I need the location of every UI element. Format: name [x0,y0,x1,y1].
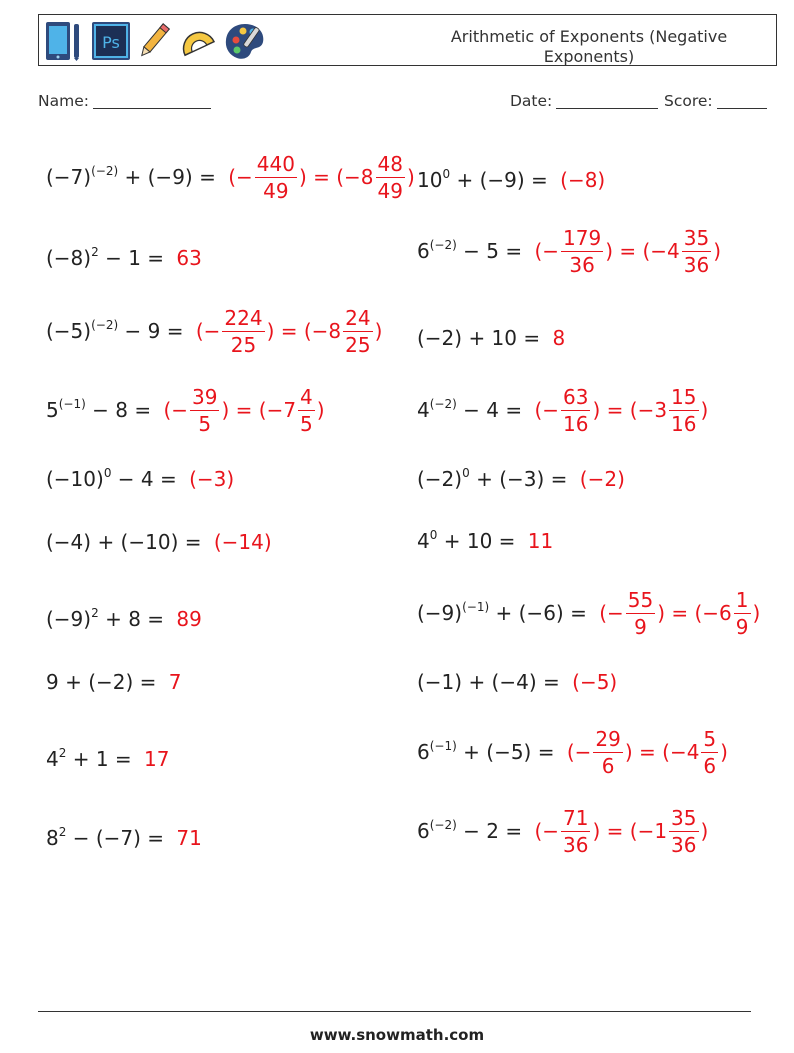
exponent: 0 [462,466,470,480]
problem-item [46,647,182,717]
problem-expression [417,670,566,694]
answer-open: (− [534,239,560,263]
improper-fraction-numerator: 63 [563,384,589,409]
answer-close: ) [700,398,709,422]
problem-item [46,296,382,366]
improper-fraction-numerator: 39 [192,384,218,409]
expression-base: (−2) + 10 [417,326,518,350]
answer-close: ) [700,819,709,843]
answer-value: (−8) [560,168,606,192]
problem-expression [417,326,547,350]
mixed-fraction [298,384,315,437]
answer-close: ) [713,239,722,263]
exponent: (−1) [462,600,490,614]
problem-expression [417,529,522,553]
answer [599,587,760,640]
expression-base: (−9) [46,607,92,631]
footer-url: www.snowmath.com [309,1026,485,1044]
problem-expression [417,168,554,192]
problem-expression [46,747,138,771]
expression-base: (−9) [417,601,463,625]
improper-fraction [561,384,590,437]
answer [196,305,383,358]
answer [176,607,201,631]
problem-expression [46,246,170,270]
header-icons [43,19,267,63]
improper-fraction-numerator: 224 [224,305,263,330]
expression-rest: − 2 = [456,819,529,843]
expression-rest: + (−6) = [489,601,594,625]
expression-base: (−8) [46,246,92,270]
expression-rest: + (−9) = [450,168,555,192]
answer-value: (−14) [213,530,272,554]
expression-rest: − 4 = [456,398,529,422]
problem-expression [417,601,593,625]
answer [163,384,324,437]
answer-open: (− [599,601,624,625]
problem-item [46,584,202,654]
expression-rest: − 8 = [85,398,158,422]
improper-fraction [593,726,622,779]
expression-base: 9 + (−2) [46,670,134,694]
answer [567,726,728,779]
answer-close: ) [316,398,325,422]
expression-base: 8 [46,826,59,850]
problem-item [417,796,708,866]
improper-fraction-denominator: 6 [601,753,615,778]
expression-base: 4 [46,747,59,771]
problem-expression [417,398,528,422]
mixed-fraction-numerator: 48 [377,151,403,176]
score-label: Score: [664,92,713,110]
answer-open: (− [228,165,253,189]
answer-value: (−5) [572,670,618,694]
footer-divider [38,1011,751,1012]
exponent: (−2) [429,238,457,252]
photoshop-icon [91,21,131,61]
answer-value: 7 [168,670,182,694]
name-label: Name: [38,92,89,110]
problem-item [417,506,553,576]
answer-value: 89 [176,607,202,631]
problem-item [46,223,202,293]
mixed-fraction-numerator: 15 [671,384,697,409]
answer-close: ) [752,601,761,625]
mixed-fraction-denominator: 36 [671,832,697,857]
expression-rest: = [133,670,163,694]
answer-open: (− [163,398,189,422]
improper-fraction-denominator: 49 [263,178,289,203]
mixed-fraction-denominator: 36 [683,252,710,277]
answer [534,384,708,437]
improper-fraction-numerator: 440 [256,151,295,176]
answer-mixed-whole: ) = (−6 [657,601,732,625]
answer-value: 71 [176,826,202,850]
answer [176,826,201,850]
exponent: 0 [103,466,112,480]
answer-mixed-whole: ) = (−8 [266,319,342,343]
mixed-fraction [343,305,372,358]
worksheet-title: Arithmetic of Exponents (Negative Exponents) [450,27,728,66]
improper-fraction [190,384,219,437]
expression-base: 4 [417,529,430,553]
problem-item [46,444,234,514]
worksheet-header [38,14,777,66]
problem-item [417,647,617,717]
answer-value: 17 [144,747,170,771]
answer-close: ) [406,165,415,189]
mixed-fraction-numerator: 35 [671,805,697,830]
exponent: 2 [58,825,67,839]
problem-expression [46,826,170,850]
mixed-fraction-numerator: 5 [703,726,717,751]
expression-rest: − (−7) = [66,826,171,850]
expression-rest: = [536,670,567,694]
date-field[interactable] [510,92,658,110]
answer [228,151,415,204]
problem-item [46,803,202,873]
expression-rest: + 10 = [437,529,522,553]
improper-fraction [222,305,264,358]
mixed-fraction-numerator: 4 [300,384,313,409]
expression-rest: + (−3) = [469,467,574,491]
mixed-fraction [701,726,718,779]
improper-fraction-denominator: 36 [569,252,595,277]
problem-expression [417,239,528,263]
expression-rest: = [517,326,547,350]
expression-rest: + (−9) = [118,165,223,189]
exponent: (−1) [429,739,457,753]
answer-mixed-whole: ) = (−4 [624,740,700,764]
improper-fraction [561,805,590,858]
mixed-fraction-numerator: 35 [683,225,710,250]
expression-rest: − 4 = [111,467,184,491]
palette-icon [223,20,267,62]
mixed-fraction-denominator: 49 [377,178,403,203]
exponent: 0 [429,528,438,542]
expression-base: 5 [46,398,59,422]
expression-rest: − 9 = [118,319,190,343]
problem-item [46,142,415,212]
expression-rest: − 5 = [456,239,529,263]
answer-mixed-whole: ) = (−3 [592,398,668,422]
answer-value: (−3) [189,467,235,491]
answer-value: (−2) [579,467,625,491]
answer [189,467,234,491]
improper-fraction [561,225,603,278]
exponent: (−2) [91,164,119,178]
expression-base: (−4) + (−10) [46,530,179,554]
improper-fraction-denominator: 25 [230,332,257,357]
answer-close: ) [720,740,728,764]
problem-expression [417,819,528,843]
exponent: 2 [91,245,99,259]
expression-base: 6 [417,239,430,263]
expression-base: (−5) [46,319,92,343]
expression-rest: = [178,530,208,554]
answer-value: 63 [176,246,202,270]
improper-fraction-numerator: 179 [563,225,602,250]
answer [580,467,625,491]
expression-rest: + 8 = [98,607,171,631]
expression-base: (−7) [46,165,92,189]
score-blank[interactable] [717,92,767,109]
svg-text:Ps: Ps [102,33,120,52]
answer [553,326,566,350]
improper-fraction [255,151,297,204]
expression-base: 6 [417,740,430,764]
problem-item [417,375,708,445]
mixed-fraction-denominator: 16 [671,411,697,436]
improper-fraction [626,587,655,640]
problem-expression [417,467,574,491]
tablet-icon [43,20,85,62]
problem-expression [46,319,190,343]
problem-expression [417,740,561,764]
date-label: Date: [510,92,553,110]
problem-expression [46,670,163,694]
expression-rest: + (−5) = [456,740,561,764]
improper-fraction-denominator: 5 [198,411,212,436]
protractor-icon [177,21,217,61]
expression-base: 10 [417,168,443,192]
improper-fraction-numerator: 71 [563,805,589,830]
mixed-fraction-denominator: 5 [300,411,313,436]
expression-base: (−1) + (−4) [417,670,537,694]
answer-open: (− [195,319,221,343]
answer [572,670,617,694]
problem-item [417,216,721,286]
answer [528,529,553,553]
pencil-icon [137,20,171,62]
expression-base: 4 [417,398,430,422]
problem-item [417,717,728,787]
name-blank[interactable] [93,92,211,109]
answer [534,225,721,278]
answer-mixed-whole: ) = (−7 [221,398,297,422]
improper-fraction-numerator: 29 [595,726,621,751]
answer [560,168,605,192]
answer-open: (− [534,398,560,422]
answer-value: 11 [527,529,554,553]
mixed-fraction [376,151,405,204]
mixed-fraction-denominator: 25 [345,332,371,357]
improper-fraction-denominator: 36 [563,832,589,857]
exponent: (−2) [429,397,457,411]
problem-expression [46,398,157,422]
expression-base: 6 [417,819,430,843]
answer-mixed-whole: ) = (−4 [605,239,680,263]
exponent: (−2) [429,818,457,832]
name-field[interactable] [38,92,211,110]
problem-item [417,444,625,514]
mixed-fraction-denominator: 9 [735,614,749,639]
answer [534,805,708,858]
answer-close: ) [374,319,383,343]
answer-open: (− [534,819,560,843]
expression-rest: − 1 = [98,246,171,270]
problem-item [417,578,760,648]
answer [169,670,182,694]
answer [144,747,169,771]
improper-fraction-denominator: 16 [563,411,589,436]
mixed-fraction [734,587,751,640]
answer-value: 8 [552,326,566,350]
mixed-fraction-numerator: 24 [345,305,371,330]
mixed-fraction-denominator: 6 [703,753,717,778]
problem-item [46,507,272,577]
exponent: 2 [91,606,99,620]
answer [214,530,272,554]
exponent: (−1) [58,397,86,411]
mixed-fraction-numerator: 1 [735,587,749,612]
problem-expression [46,607,170,631]
exponent: 2 [58,746,67,760]
date-blank[interactable] [556,92,658,109]
answer [176,246,201,270]
problem-item [417,303,565,373]
problem-item [46,375,325,445]
answer-open: (− [566,740,592,764]
mixed-fraction [669,805,698,858]
exponent: 0 [442,167,451,181]
problem-expression [46,165,222,189]
expression-rest: + 1 = [66,747,139,771]
expression-base: (−10) [46,467,104,491]
problem-item [46,724,170,794]
improper-fraction-numerator: 55 [627,587,654,612]
answer-mixed-whole: ) = (−8 [298,165,374,189]
expression-base: (−2) [417,467,463,491]
improper-fraction-denominator: 9 [634,614,647,639]
mixed-fraction [682,225,711,278]
problem-expression [46,530,208,554]
answer-mixed-whole: ) = (−1 [592,819,668,843]
problem-expression [46,467,183,491]
score-field[interactable] [664,92,767,110]
exponent: (−2) [91,318,119,332]
problem-item [417,145,605,215]
mixed-fraction [669,384,698,437]
